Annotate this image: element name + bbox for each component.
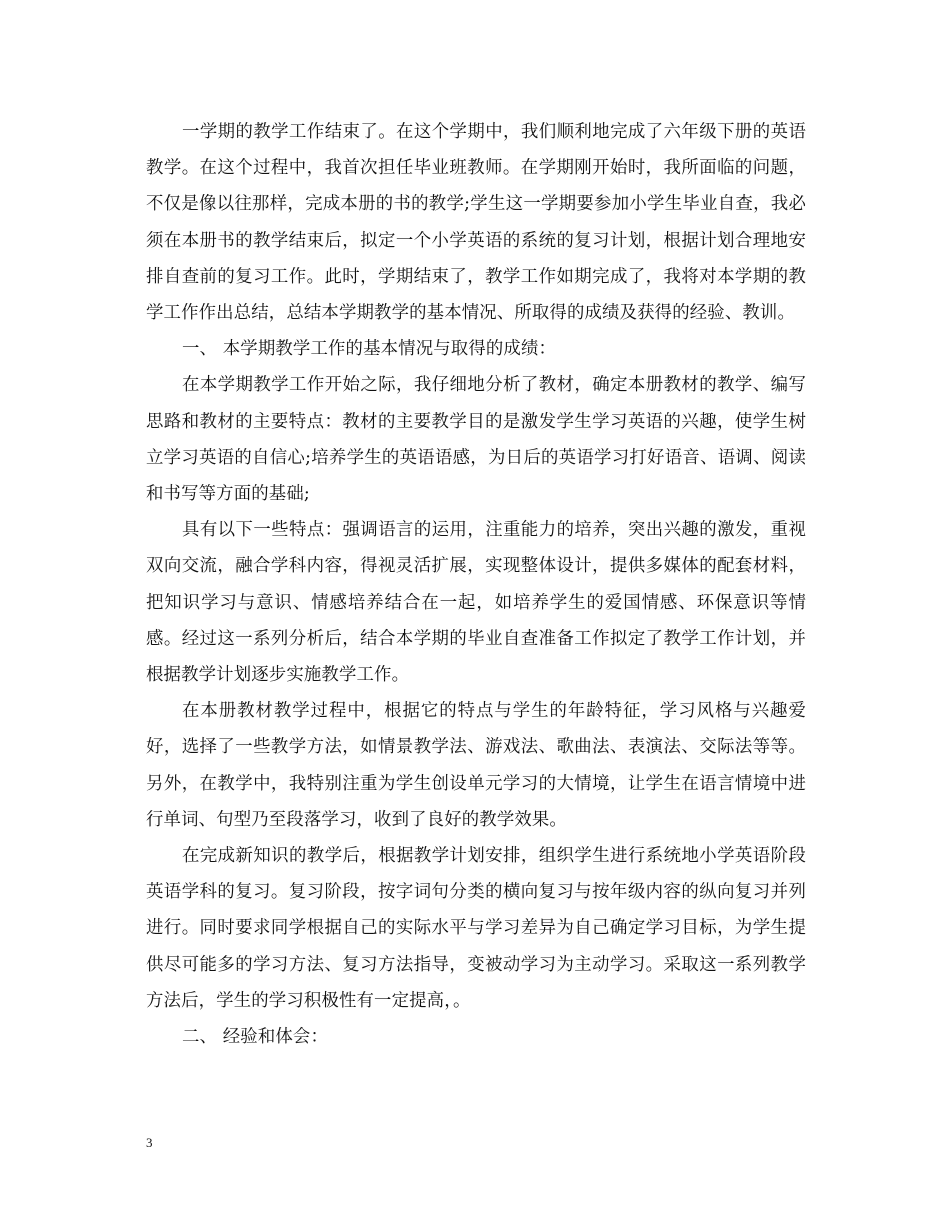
document-body [146,114,806,1055]
section-heading-1: 一、 本学期教学工作的基本情况与取得的成绩： [182,339,557,360]
paragraph-methods: 在本册教材教学过程中，根据它的特点与学生的年龄特征，学习风格与兴趣爱好，选择了一些教学方法，如情景教学法、游戏法、歌曲法、表演法、交际法等等。另外，在教学中，我特别注重为学生创设单元学习的大情境，让学生在语言情境中进行单词、句型乃至段落学习，收到了良好的教学效果。 [146,701,806,830]
paragraph-intro: 一学期的教学工作结束了。在这个学期中，我们顺利地完成了六年级下册的英语教学。在这个过程中，我首次担任毕业班教师。在学期刚开始时，我所面临的问题，不仅是像以往那样，完成本册的书的教学;学生这一学期要参加小学生毕业自查，我必须在本册书的教学结束后，拟定一个小学英语的系统的复习计划，根据计划合理地安排自查前的复习工作。此时，学期结束了，教学工作如期完成了，我将对本学期的教学工作作出总结，总结本学期教学的基本情况、所取得的成绩及获得的经验、教训。 [146,122,806,324]
paragraph-features: 具有以下一些特点：强调语言的运用，注重能力的培养，突出兴趣的激发，重视双向交流，融合学科内容，得视灵活扩展，实现整体设计，提供多媒体的配套材料，把知识学习与意识、情感培养结合在一起，如培养学生的爱国情感、环保意识等情感。经过这一系列分析后，结合本学期的毕业自查准备工作拟定了教学工作计划，并根据教学计划逐步实施教学工作。 [146,520,806,686]
paragraph-materials-analysis: 在本学期教学工作开始之际，我仔细地分析了教材，确定本册教材的教学、编写思路和教材的主要特点：教材的主要教学目的是激发学生学习英语的兴趣，使学生树立学习英语的自信心;培养学生的英语语感，为日后的英语学习打好语音、语调、阅读和书写等方面的基础; [146,375,806,505]
page-number: 3 [146,1135,153,1150]
paragraph-review: 在完成新知识的教学后，根据教学计划安排，组织学生进行系统地小学英语阶段英语学科的复习。复习阶段，按字词句分类的横向复习与按年级内容的纵向复习并列进行。同时要求同学根据自己的实际水平与学习差异为自己确定学习目标，为学生提供尽可能多的学习方法、复习方法指导，变被动学习为主动学习。采取这一系列教学方法后，学生的学习积极性有一定提高，。 [146,846,806,1011]
section-heading-2: 二、 经验和体会： [182,1027,329,1048]
